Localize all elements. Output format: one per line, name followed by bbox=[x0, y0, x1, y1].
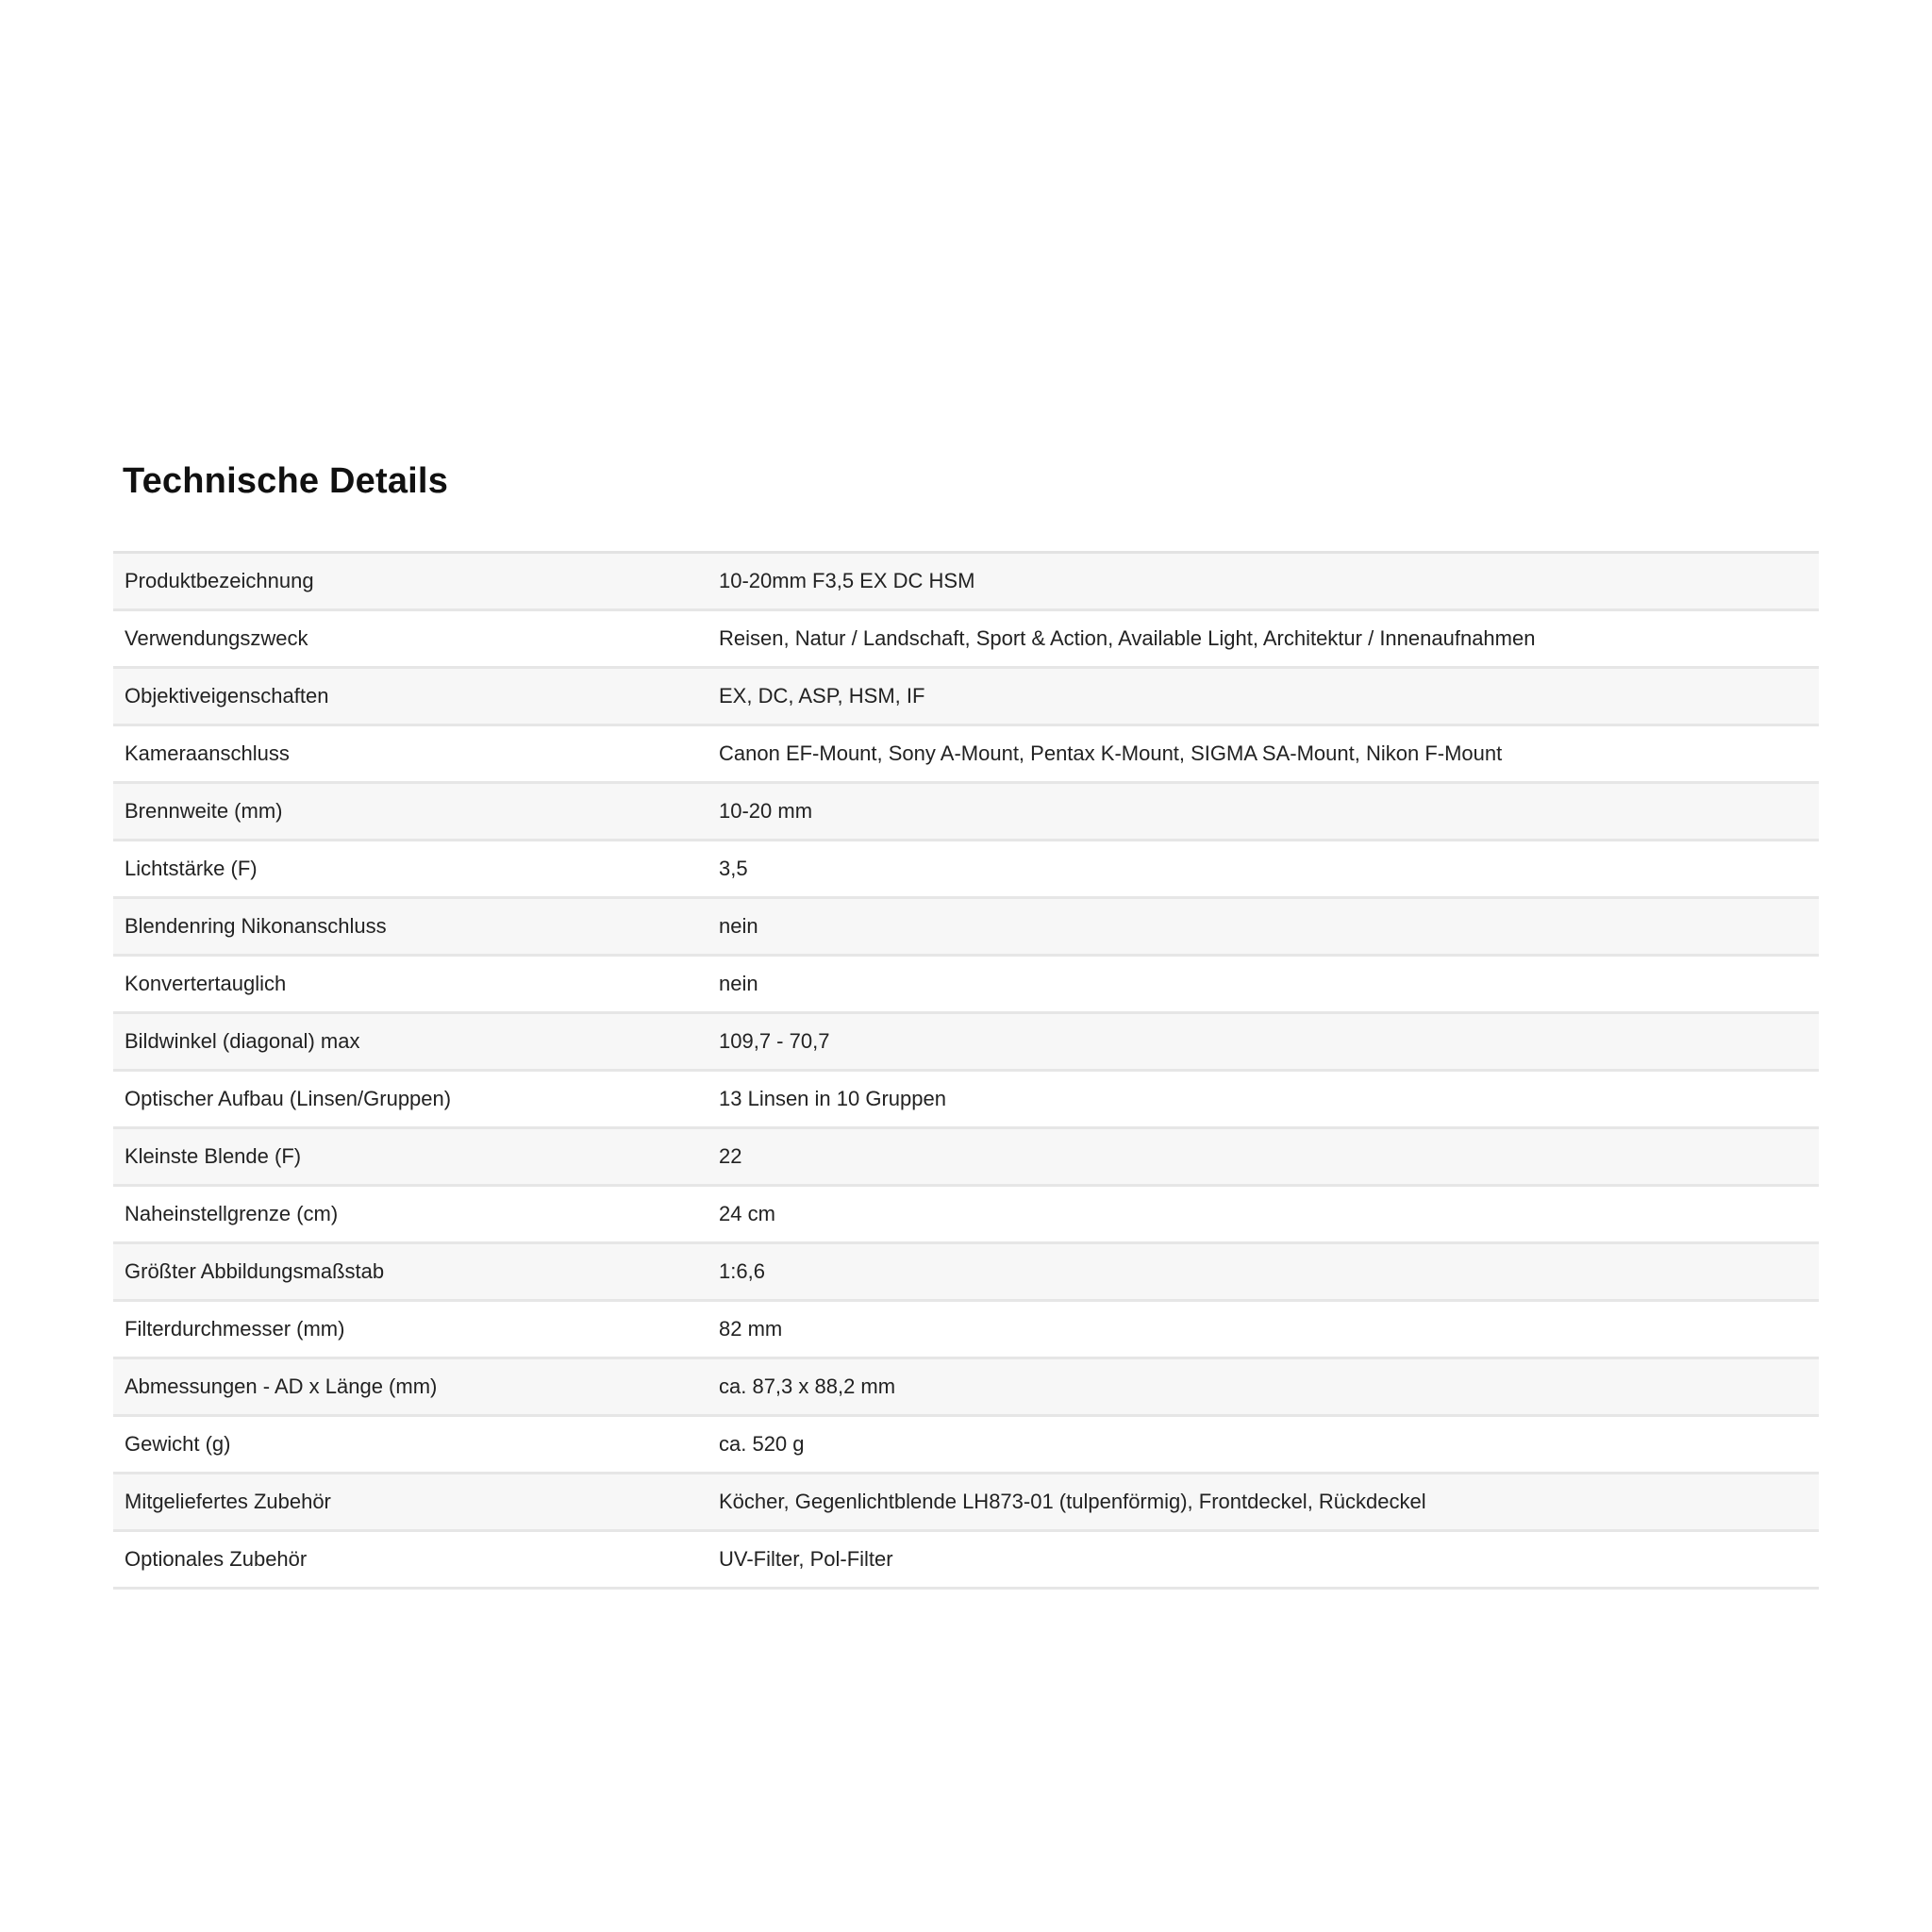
table-row bbox=[113, 1128, 1819, 1186]
spec-value: EX, DC, ASP, HSM, IF bbox=[708, 668, 1819, 725]
table-row bbox=[113, 1301, 1819, 1358]
spec-label: Optischer Aufbau (Linsen/Gruppen) bbox=[113, 1071, 708, 1128]
spec-label: Naheinstellgrenze (cm) bbox=[113, 1186, 708, 1243]
table-row bbox=[113, 1186, 1819, 1243]
spec-label: Filterdurchmesser (mm) bbox=[113, 1301, 708, 1358]
specs-table bbox=[113, 551, 1819, 1590]
table-row bbox=[113, 1531, 1819, 1589]
table-row bbox=[113, 956, 1819, 1013]
table-row bbox=[113, 1071, 1819, 1128]
spec-label: Lichtstärke (F) bbox=[113, 841, 708, 898]
spec-value: 82 mm bbox=[708, 1301, 1819, 1358]
table-row bbox=[113, 1243, 1819, 1301]
spec-label: Mitgeliefertes Zubehör bbox=[113, 1474, 708, 1531]
spec-label: Kleinste Blende (F) bbox=[113, 1128, 708, 1186]
table-row bbox=[113, 1358, 1819, 1416]
spec-label: Konvertertauglich bbox=[113, 956, 708, 1013]
spec-value: UV-Filter, Pol-Filter bbox=[708, 1531, 1819, 1589]
spec-value: Köcher, Gegenlichtblende LH873-01 (tulpenförmig), Frontdeckel, Rückdeckel bbox=[708, 1474, 1819, 1531]
spec-value: 10-20 mm bbox=[708, 783, 1819, 841]
table-row bbox=[113, 783, 1819, 841]
table-row bbox=[113, 610, 1819, 668]
spec-value: ca. 87,3 x 88,2 mm bbox=[708, 1358, 1819, 1416]
spec-label: Optionales Zubehör bbox=[113, 1531, 708, 1589]
spec-label: Gewicht (g) bbox=[113, 1416, 708, 1474]
spec-value: 1:6,6 bbox=[708, 1243, 1819, 1301]
spec-value: 10-20mm F3,5 EX DC HSM bbox=[708, 553, 1819, 610]
spec-value: Canon EF-Mount, Sony A-Mount, Pentax K-Mount, SIGMA SA-Mount, Nikon F-Mount bbox=[708, 725, 1819, 783]
technical-details-section bbox=[113, 460, 1819, 1590]
spec-value: 109,7 - 70,7 bbox=[708, 1013, 1819, 1071]
spec-label: Kameraanschluss bbox=[113, 725, 708, 783]
spec-value: nein bbox=[708, 898, 1819, 956]
spec-label: Blendenring Nikonanschluss bbox=[113, 898, 708, 956]
table-row bbox=[113, 725, 1819, 783]
spec-value: 24 cm bbox=[708, 1186, 1819, 1243]
table-row bbox=[113, 841, 1819, 898]
spec-label: Größter Abbildungsmaßstab bbox=[113, 1243, 708, 1301]
table-row bbox=[113, 1013, 1819, 1071]
spec-label: Produktbezeichnung bbox=[113, 553, 708, 610]
spec-value: 22 bbox=[708, 1128, 1819, 1186]
spec-value: 13 Linsen in 10 Gruppen bbox=[708, 1071, 1819, 1128]
table-row bbox=[113, 668, 1819, 725]
spec-label: Objektiveigenschaften bbox=[113, 668, 708, 725]
section-title: Technische Details bbox=[123, 461, 449, 501]
spec-label: Bildwinkel (diagonal) max bbox=[113, 1013, 708, 1071]
spec-label: Verwendungszweck bbox=[113, 610, 708, 668]
spec-label: Abmessungen - AD x Länge (mm) bbox=[113, 1358, 708, 1416]
table-row bbox=[113, 1416, 1819, 1474]
spec-value: nein bbox=[708, 956, 1819, 1013]
table-row bbox=[113, 898, 1819, 956]
spec-value: Reisen, Natur / Landschaft, Sport & Action, Available Light, Architektur / Innenaufnahmen bbox=[708, 610, 1819, 668]
table-row bbox=[113, 553, 1819, 610]
spec-value: ca. 520 g bbox=[708, 1416, 1819, 1474]
table-row bbox=[113, 1474, 1819, 1531]
spec-label: Brennweite (mm) bbox=[113, 783, 708, 841]
spec-value: 3,5 bbox=[708, 841, 1819, 898]
